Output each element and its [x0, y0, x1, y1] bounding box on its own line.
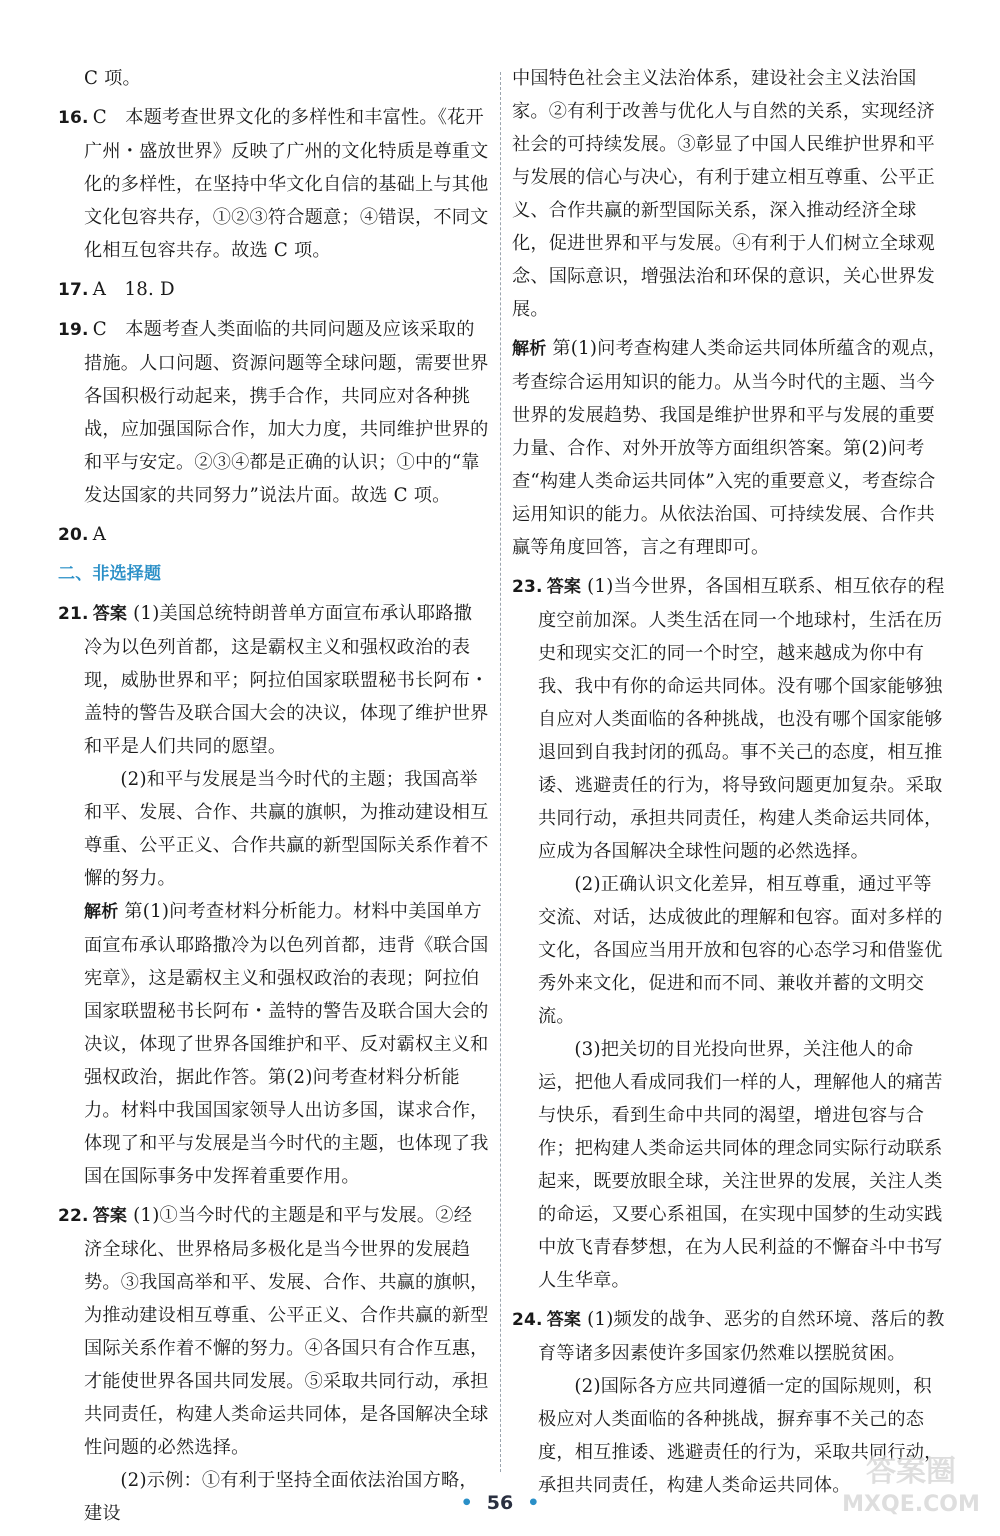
- answer-part-3: (3)把关切的目光投向世界，关注他人的命运，把他人看成同我们一样的人，理解他人的痛苦与快乐，看到生命中共同的渴望，增进包容与合作；把构建人类命运共同体的理念同实际行动联系起来，既要放眼全球，关注世界的发展，关注人类的命运，又要心系祖国，在实现中国梦的生动实践中放飞青春梦想，在为人民利益的不懈奋斗中书写人生华章。: [538, 1039, 943, 1291]
- analysis-text: 第(1)问考查材料分析能力。材料中美国单方面宣布承认耶路撒冷为以色列首都，违背《联合国宪章》，这是霸权主义和强权政治的表现；阿拉伯国家联盟秘书长阿布・盖特的警告及联合国大会的决议，体现了世界各国维护和平、反对霸权主义和强权政治，据此作答。第(2)问考查材料分析能力。材料中我国国家领导人出访多国，谋求合作，体现了和平与发展是当今时代的主题，也体现了我国在国际事务中发挥着重要作用。: [84, 901, 489, 1187]
- answer-label: 答案: [546, 577, 582, 597]
- question-number: 19.: [58, 320, 89, 340]
- answer-part-1: [58, 1199, 490, 1464]
- answer-label: 答案: [546, 1310, 582, 1330]
- question-16: [58, 101, 490, 267]
- q22-analysis: [512, 332, 950, 564]
- question-19: [58, 313, 490, 512]
- question-number: 22.: [58, 1206, 89, 1226]
- question-number: 21.: [58, 604, 89, 624]
- question-number: 23.: [512, 577, 543, 597]
- watermark-title: 答案圈: [866, 1454, 956, 1489]
- answer-label: 答案: [92, 1206, 128, 1226]
- question-22: [58, 1199, 490, 1530]
- question-text: A 18. D: [92, 279, 175, 300]
- question-text: A: [92, 524, 107, 545]
- answer-text: (1)美国总统特朗普单方面宣布承认耶路撒冷为以色列首都，这是霸权主义和强权政治的表现，威胁世界和平；阿拉伯国家联盟秘书长阿布・盖特的警告及联合国大会的决议，体现了维护世界和平是人们共同的愿望。: [84, 603, 489, 757]
- answer-text: (1)当今世界，各国相互联系、相互依存的程度空前加深。人类生活在同一个地球村，生活在历史和现实交汇的同一个时空，越来越成为你中有我、我中有你的命运共同体。没有哪个国家能够独自应对人类面临的各种挑战，也没有哪个国家能够退回到自我封闭的孤岛。事不关己的态度，相互推诿、逃避责任的行为，将导致问题更加复杂。采取共同行动，承担共同责任，构建人类命运共同体，应成为各国解决全球性问题的必然选择。: [538, 576, 945, 862]
- answer-text: (1)①当今时代的主题是和平与发展。②经济全球化、世界格局多极化是当今世界的发展趋势。③我国高举和平、发展、合作、共赢的旗帜，为推动建设相互尊重、公平正义、合作共赢的新型国际关系作着不懈的努力。④各国只有合作互惠，才能使世界各国共同发展。⑤采取共同行动，承担共同责任，构建人类命运共同体，是各国解决全球性问题的必然选择。: [84, 1205, 489, 1458]
- q15-continuation: C 项。: [84, 68, 141, 89]
- question-number: 20.: [58, 525, 89, 545]
- answer-text: (1)频发的战争、恶劣的自然环境、落后的教育等诸多因素使许多国家仍然难以摆脱贫困。: [538, 1309, 945, 1364]
- column-divider: [500, 72, 501, 1472]
- question-text: C 本题考查世界文化的多样性和丰富性。《花开广州・盛放世界》反映了广州的文化特质是尊重文化的多样性，在坚持中华文化自信的基础上与其他文化包容共存，①②③符合题意；④错误，不同文化相互包容共存。故选 C 项。: [84, 107, 489, 261]
- answer-part-1: [512, 570, 950, 868]
- question-number: 24.: [512, 1310, 543, 1330]
- analysis: [84, 895, 490, 1193]
- question-17-18: [58, 273, 490, 307]
- question-21: [58, 597, 490, 1193]
- answer-label: 答案: [92, 604, 128, 624]
- question-number: 16.: [58, 108, 89, 128]
- answer-part-1: [512, 1303, 950, 1370]
- watermark-logo: [836, 1447, 986, 1519]
- question-20: [58, 518, 490, 552]
- answer-part-1: [58, 597, 490, 763]
- analysis-label: 解析: [84, 902, 119, 922]
- right-column: [512, 62, 950, 1508]
- watermark-url: MXQE.COM: [842, 1492, 980, 1517]
- question-number: 17.: [58, 280, 89, 300]
- left-column: [58, 62, 490, 1536]
- analysis-text: 第(1)问考查构建人类命运共同体所蕴含的观点，考查综合运用知识的能力。从当今时代的主题、当今世界的发展趋势、我国是维护世界和平与发展的重要力量、合作、对外开放等方面组织答案。第(2)问考查“构建人类命运共同体”入宪的重要意义，考查综合运用知识的能力。从依法治国、可持续发展、合作共赢等角度回答，言之有理即可。: [512, 338, 947, 558]
- answer-part-2-start: (2)示例：①有利于坚持全面依法治国方略，建设: [84, 1470, 478, 1524]
- section-heading: 二、非选择题: [58, 564, 162, 584]
- answer-part-2: (2)正确认识文化差异，相互尊重，通过平等交流、对话，达成彼此的理解和包容。面对多样的文化，各国应当用开放和包容的心态学习和借鉴优秀外来文化，促进和而不同、兼收并蓄的文明交流。: [538, 874, 943, 1027]
- answer-part-2: (2)和平与发展是当今时代的主题；我国高举和平、发展、合作、共赢的旗帜，为推动建设相互尊重、公平正义、合作共赢的新型国际关系作着不懈的努力。: [84, 769, 489, 889]
- analysis-label: 解析: [512, 339, 547, 359]
- question-23: [512, 570, 950, 1297]
- question-text: C 本题考查人类面临的共同问题及应该采取的措施。人口问题、资源问题等全球问题，需要世界各国积极行动起来，携手合作，共同应对各种挑战，应加强国际合作，加大力度，共同维护世界的和平与安定。②③④都是正确的认识；①中的“靠发达国家的共同努力”说法片面。故选 C 项。: [84, 319, 489, 506]
- q22-continuation: 中国特色社会主义法治体系，建设社会主义法治国家。②有利于改善与优化人与自然的关系，实现经济社会的可持续发展。③彰显了中国人民维护世界和平与发展的信心与决心，有利于建立相互尊重、公平正义、合作共赢的新型国际关系，深入推动经济全球化，促进世界和平与发展。④有利于人们树立全球观念、国际意识，增强法治和环保的意识，关心世界发展。: [512, 68, 935, 320]
- page-number: • 56 •: [460, 1492, 540, 1514]
- page-number-value: 56: [486, 1492, 514, 1514]
- answer-part-2: (2)国际各方应共同遵循一定的国际规则，积极应对人类面临的各种挑战，摒弃事不关己的态度，相互推诿、逃避责任的行为，采取共同行动，承担共同责任，构建人类命运共同体。: [538, 1376, 943, 1496]
